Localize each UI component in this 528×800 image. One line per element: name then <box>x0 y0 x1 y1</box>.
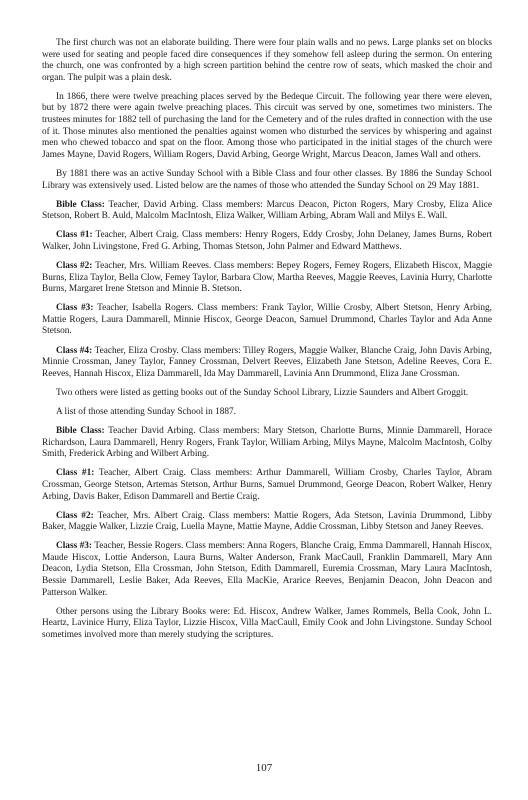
page-number: 107 <box>255 762 273 774</box>
paragraph-text: Other persons using the Library Books were: Ed. Hiscox, Andrew Walker, James Rommels, Bella Cook, John L. Heartz, Lavinice Hurry, Eliza Taylor, Lizzie Hiscox, Villa MacCaull, Emily Cook and John Livingstone. Sunday School sometimes involved more than merely studying the scriptures. <box>42 606 492 640</box>
paragraph <box>42 200 492 223</box>
paragraph <box>42 230 492 253</box>
paragraph-text: Teacher, Albert Craig. Class members: Henry Rogers, Eddy Crosby, John Delaney, James Burns, Robert Walker, John Livingstone, Fred G. Arbing, Thomas Stetson, John Palmer and Edward Matthews. <box>42 230 492 252</box>
paragraph-text: By 1881 there was an active Sunday School with a Bible Class and four other classes. By 1886 the Sunday School Library was extensively used. Listed below are the names of those who attended the Sunday School on 29 May 1881. <box>42 168 492 191</box>
paragraph <box>42 468 492 503</box>
paragraph <box>42 346 492 381</box>
paragraph <box>42 303 492 338</box>
paragraph <box>42 426 492 461</box>
paragraph-lead: Bible Class: <box>56 426 105 437</box>
paragraph <box>42 38 492 84</box>
paragraph-text: Teacher, Albert Craig. Class members: Arthur Dammarell, William Crosby, Charles Taylor, Abram Crossman, George Stetson, Artemas Stetson, Arthur Burns, Samuel Drummond, George Deacon, Robert Walker, Henry Arbing, Davis Baker, Edison Dammarell and Bertie Craig. <box>42 468 492 502</box>
paragraph-lead: Class #2: <box>56 510 94 521</box>
paragraph-text: Teacher, Eliza Crosby. Class members: Tilley Rogers, Maggie Walker, Blanche Craig, John Davis Arbing, Minnie Crossman, Janey Taylor, Fanney Crossman, Delvert Reeves, Elizabeth Jane Stetson, Adeline Reeves, Cora E. Reeves, Hannah Hiscox, Eliza Dammarell, Ida May Dammarell, Lavinia Ann Drummond, Eliza Jane Crossman. <box>42 345 492 379</box>
paragraph <box>42 541 492 599</box>
paragraph <box>42 92 492 162</box>
paragraph-text: In 1866, there were twelve preaching places served by the Bedeque Circuit. The following year there were eleven, but by 1872 there were again twelve preaching places. This circuit was served by one, sometimes two ministers. The trustees minutes for 1882 tell of purchasing the land for the Cemetery and of the rules drafted in connection with the use of it. Those minutes also mentioned the penalties against women who disturbed the services by whispering and against men who chewed tobacco and spat on the floor. Among those who participated in the initial stages of the church were James Mayne, David Rogers, William Rogers, David Arbing, George Wright, Marcus Deacon, James Wall and others. <box>42 91 492 160</box>
paragraph-text: Teacher, Bessie Rogers. Class members: Anna Rogers, Blanche Craig, Emma Dammarell, Hannah Hiscox, Maude Hiscox, Lottie Anderson, Laura Burns, Walter Anderson, Frank MacCaull, Franklin Dammarell, Mary Ann Deacon, Lydia Stetson, Ella Crossman, John Stetson, Edith Dammarell, Euremia Crossman, Mary Laura MacIntosh, Bessie Dammarell, Leslie Baker, Ada Reeves, Ella MacKie, Ararice Reeves, Benjamin Deacon, John Deacon and Patterson Walker. <box>42 541 492 598</box>
paragraph-text: Two others were listed as getting books out of the Sunday School Library, Lizzie Saunders and Albert Groggit. <box>56 387 469 398</box>
paragraph <box>42 511 492 534</box>
paragraph-lead: Class #1: <box>56 230 93 241</box>
paragraph-text: Teacher, Isabella Rogers. Class members: Frank Taylor, Willie Crosby, Albert Stetson, Henry Arbing, Mattie Rogers, Laura Dammarell, Minnie Hiscox, George Deacon, Samuel Drummond, Charles Taylor and Ada Anne Stetson. <box>42 303 492 337</box>
paragraph-text: Teacher, Mrs. William Reeves. Class members: Bepey Rogers, Femey Rogers, Elizabeth Hiscox, Maggie Burns, Eliza Taylor, Bella Clow, Femey Taylor, Barbara Clow, Martha Reeves, Maggie Reeves, Lavinia Hurry, Charlotte Burns, Margaret Irene Stetson and Minnie B. Stetson. <box>42 261 492 295</box>
paragraph-text: Teacher, Mrs. Albert Craig. Class members: Mattie Rogers, Ada Stetson, Lavinia Drummond, Libby Baker, Maggie Walker, Lizzie Craig, Luella Mayne, Mattie Mayne, Addie Crossman, Libby Stetson and Janey Reeves. <box>42 510 492 533</box>
paragraph-text: A list of those attending Sunday School in 1887. <box>56 406 236 417</box>
paragraph-lead: Bible Class: <box>56 199 105 210</box>
paragraph <box>42 169 492 192</box>
paragraph-lead: Class #3: <box>56 303 94 314</box>
paragraph-lead: Class #1: <box>56 468 95 479</box>
paragraph <box>42 607 492 642</box>
paragraph-text: The first church was not an elaborate building. There were four plain walls and no pews. Large planks set on blocks were used for seating and people faced dire consequences if they somehow fell asleep during the sermon. On entering the church, one was confronted by a high screen partition behind the centre row of seats, which masked the choir and organ. The pulpit was a plain desk. <box>42 38 492 83</box>
paragraph-text: Teacher, David Arbing. Class members: Marcus Deacon, Picton Rogers, Mary Crosby, Eliza Alice Stetson, Robert B. Auld, Malcolm MacIntosh, Eliza Walker, William Arbing, Abram Wall and Milys E. Wall. <box>42 199 492 222</box>
paragraph <box>42 388 492 400</box>
paragraph <box>42 261 492 296</box>
body-text <box>42 38 492 642</box>
paragraph <box>42 407 492 419</box>
paragraph-lead: Class #3: <box>56 541 92 552</box>
paragraph-text: Teacher David Arbing. Class members: Mary Stetson, Charlotte Burns, Minnie Dammarell, Horace Richardson, Laura Dammarell, Henry Rogers, Frank Taylor, William Arbing, Milys Mayne, Malcolm MacIntosh, Colby Smith, Frederick Arbing and Wilbert Arbing. <box>42 426 492 460</box>
paragraph-lead: Class #4: <box>56 345 93 356</box>
paragraph-lead: Class #2: <box>56 261 93 271</box>
